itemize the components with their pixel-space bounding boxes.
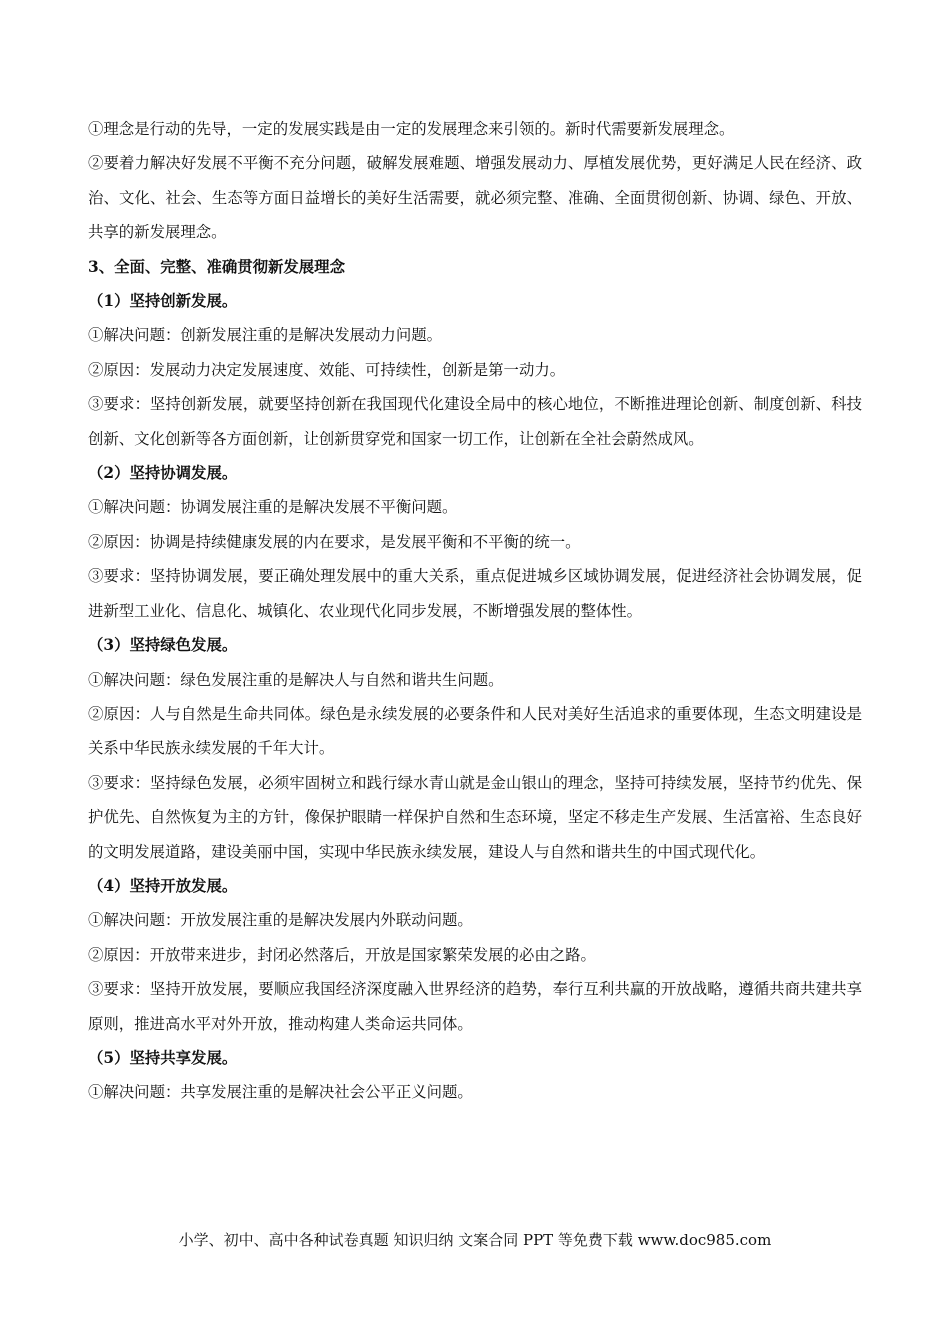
subsection-heading: （2）坚持协调发展。 (88, 464, 238, 483)
subsection-heading: （5）坚持共享发展。 (88, 1048, 238, 1067)
subsection-heading: （4）坚持开放发展。 (88, 876, 238, 895)
paragraph: ③要求：坚持绿色发展，必须牢固树立和践行绿水青山就是金山银山的理念，坚持可持续发展，坚持节约优先、保护优先、自然恢复为主的方针，像保护眼睛一样保护自然和生态环境，坚定不移走生产发展、生活富裕、生态良好的文明发展道路，建设美丽中国，实现中华民族永续发展，建设人与自然和谐共生的中国式现代化。 (88, 773, 862, 861)
paragraph: ②原因：协调是持续健康发展的内在要求，是发展平衡和不平衡的统一。 (88, 532, 581, 551)
paragraph: ③要求：坚持创新发展，就要坚持创新在我国现代化建设全局中的核心地位，不断推进理论创新、制度创新、科技创新、文化创新等各方面创新，让创新贯穿党和国家一切工作，让创新在全社会蔚然成风。 (88, 395, 862, 448)
paragraph: ①解决问题：共享发展注重的是解决社会公平正义问题。 (88, 1083, 473, 1102)
subsection-heading: （3）坚持绿色发展。 (88, 636, 238, 655)
paragraph: ②原因：开放带来进步，封闭必然落后，开放是国家繁荣发展的必由之路。 (88, 945, 596, 964)
paragraph: ①解决问题：创新发展注重的是解决发展动力问题。 (88, 326, 442, 345)
document-body (88, 112, 862, 1110)
paragraph: ③要求：坚持协调发展，要正确处理发展中的重大关系，重点促进城乡区域协调发展，促进经济社会协调发展，促进新型工业化、信息化、城镇化、农业现代化同步发展，不断增强发展的整体性。 (88, 567, 862, 620)
paragraph: ②原因：发展动力决定发展速度、效能、可持续性，创新是第一动力。 (88, 360, 566, 379)
paragraph: ①解决问题：协调发展注重的是解决发展不平衡问题。 (88, 498, 458, 517)
section-heading: 3、全面、完整、准确贯彻新发展理念 (88, 257, 345, 276)
paragraph: ①解决问题：开放发展注重的是解决发展内外联动问题。 (88, 911, 473, 930)
page-footer: 小学、初中、高中各种试卷真题 知识归纳 文案合同 PPT 等免费下载 www.doc985.com (178, 1231, 772, 1249)
paragraph: ②原因：人与自然是生命共同体。绿色是永续发展的必要条件和人民对美好生活追求的重要体现，生态文明建设是关系中华民族永续发展的千年大计。 (88, 704, 862, 758)
paragraph: ③要求：坚持开放发展，要顺应我国经济深度融入世界经济的趋势，奉行互利共赢的开放战略，遵循共商共建共享原则，推进高水平对外开放，推动构建人类命运共同体。 (88, 980, 862, 1033)
paragraph: ②要着力解决好发展不平衡不充分问题，破解发展难题、增强发展动力、厚植发展优势，更好满足人民在经济、政治、文化、社会、生态等方面日益增长的美好生活需要，就必须完整、准确、全面贯彻创新、协调、绿色、开放、共享的新发展理念。 (88, 154, 862, 242)
paragraph: ①解决问题：绿色发展注重的是解决人与自然和谐共生问题。 (88, 670, 504, 689)
paragraph: ①理念是行动的先导，一定的发展实践是由一定的发展理念来引领的。新时代需要新发展理念。 (88, 120, 735, 138)
subsection-heading: （1）坚持创新发展。 (88, 292, 238, 311)
